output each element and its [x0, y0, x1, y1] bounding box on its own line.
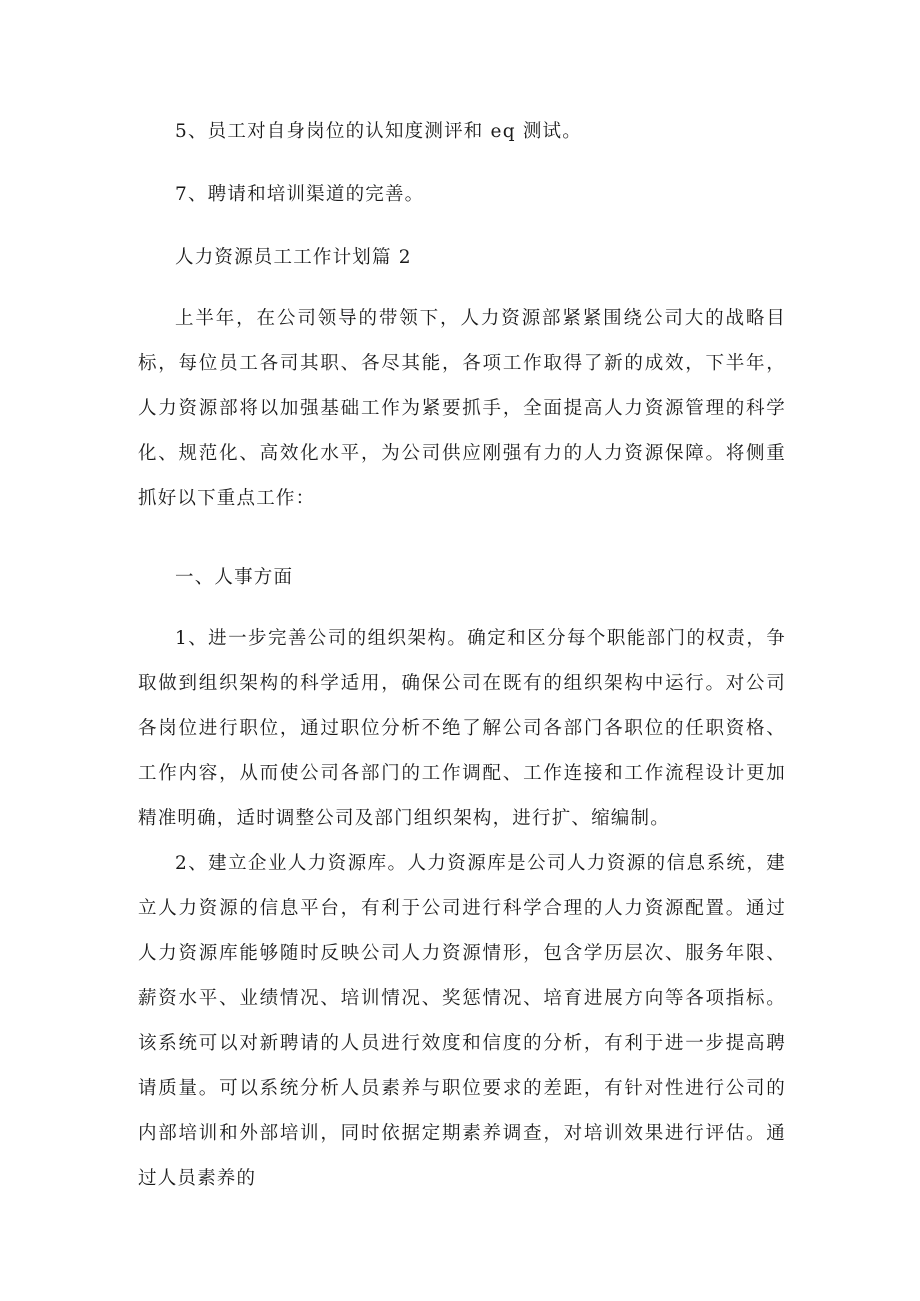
intro-paragraph: 上半年，在公司领导的带领下，人力资源部紧紧围绕公司大的战略目标，每位员工各司其职、各尽其能，各项工作取得了新的成效，下半年，人力资源部将以加强基础工作为紧要抓手，全面提高人力资源管理的科学化、规范化、高效化水平，为公司供应刚强有力的人力资源保障。将侧重抓好以下重点工作： [138, 308, 786, 509]
list-item-5: 5、员工对自身岗位的认知度测评和 eq 测试。 [175, 121, 582, 142]
paragraph-point-1: 1、进一步完善公司的组织架构。确定和区分每个职能部门的权责，争取做到组织架构的科学适用，确保公司在既有的组织架构中运行。对公司各岗位进行职位，通过职位分析不绝了解公司各部门各职位的任职资格、工作内容，从而使公司各部门的工作调配、工作连接和工作流程设计更加精准明确，适时调整公司及部门组织架构，进行扩、缩编制。 [138, 628, 786, 829]
paragraph-point-2: 2、建立企业人力资源库。人力资源库是公司人力资源的信息系统，建立人力资源的信息平台，有利于公司进行科学合理的人力资源配置。通过人力资源库能够随时反映公司人力资源情形，包含学历层次、服务年限、薪资水平、业绩情况、培训情况、奖惩情况、培育进展方向等各项指标。该系统可以对新聘请的人员进行效度和信度的分析，有利于进一步提高聘请质量。可以系统分析人员素养与职位要求的差距，有针对性进行公司的内部培训和外部培训，同时依据定期素养调查，对培训效果进行评估。通过人员素养的 [138, 853, 786, 1189]
heading-personnel: 一、人事方面 [175, 567, 294, 588]
section-title: 人力资源员工工作计划篇 2 [175, 247, 412, 268]
list-item-7: 7、聘请和培训渠道的完善。 [175, 184, 425, 205]
